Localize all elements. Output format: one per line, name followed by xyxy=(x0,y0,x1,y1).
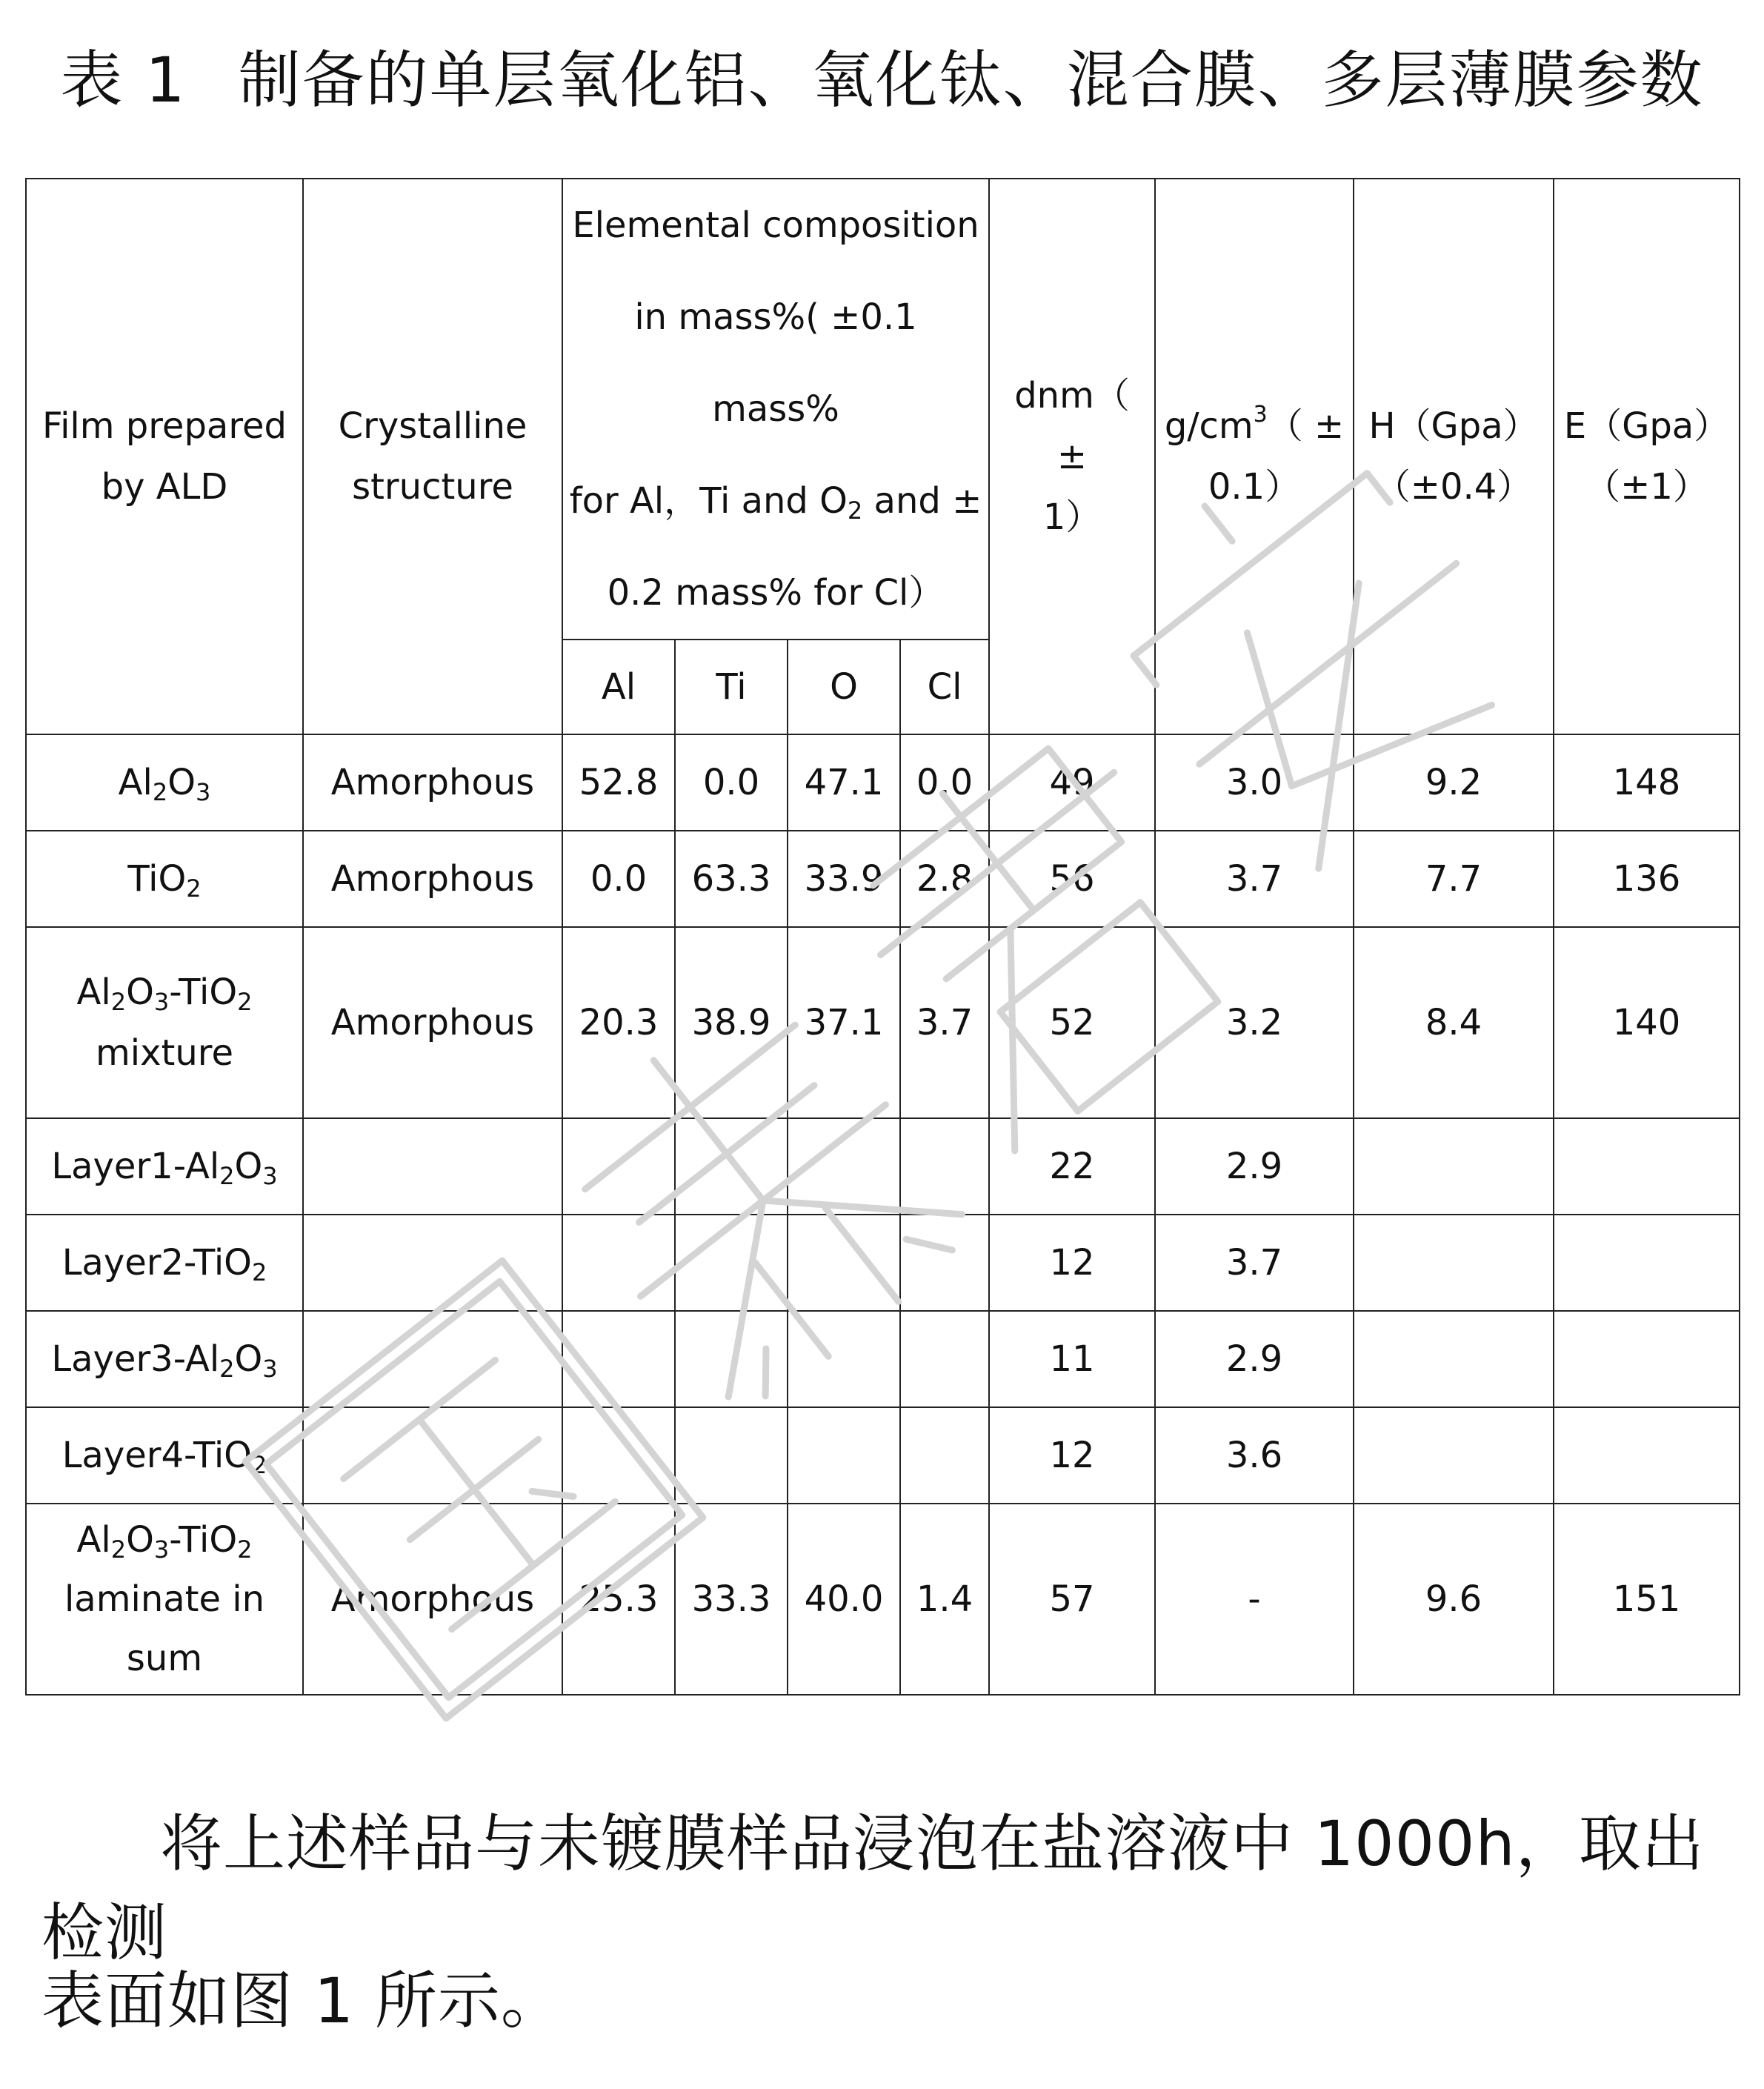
cell-density: 3.7 xyxy=(1155,831,1354,927)
cell-modulus xyxy=(1554,1407,1740,1504)
parameters-table xyxy=(25,178,1740,1696)
cell-cl xyxy=(900,1407,989,1504)
header-film: Film prepared by ALD xyxy=(26,179,303,734)
cell-cl xyxy=(900,1118,989,1215)
cell-crystalline xyxy=(303,1118,562,1215)
cell-o xyxy=(788,1118,900,1215)
cell-hardness xyxy=(1354,1118,1554,1215)
cell-ti: 0.0 xyxy=(675,734,788,831)
cell-thickness: 52 xyxy=(989,927,1155,1118)
cell-ti xyxy=(675,1311,788,1407)
cell-film: Layer2-TiO$_2$ xyxy=(26,1215,303,1311)
cell-crystalline: Amorphous xyxy=(303,734,562,831)
cell-film: $Layer1-Al_2O_3$ xyxy=(26,1118,303,1215)
cell-cl: 1.4 xyxy=(900,1504,989,1695)
cell-film: $Al_2O_3-TiO_2$ laminate in sum xyxy=(26,1504,303,1695)
cell-film: $Layer3-Al_2O_3$ xyxy=(26,1311,303,1407)
cell-modulus xyxy=(1554,1311,1740,1407)
header-element-al: Al xyxy=(562,640,675,734)
cell-thickness: 11 xyxy=(989,1311,1155,1407)
cell-modulus xyxy=(1554,1118,1740,1215)
table-title xyxy=(0,36,1764,124)
cell-hardness xyxy=(1354,1215,1554,1311)
cell-al xyxy=(562,1311,675,1407)
cell-film: $Al_2O_3-TiO_2$ mixture xyxy=(26,927,303,1118)
cell-o: 47.1 xyxy=(788,734,900,831)
table-row xyxy=(26,1504,1740,1695)
cell-o xyxy=(788,1407,900,1504)
cell-crystalline: Amorphous xyxy=(303,831,562,927)
header-hardness: H（Gpa） （±0.4） xyxy=(1354,179,1554,734)
body-paragraph-1: 将上述样品与未镀膜样品浸泡在盐溶液中 1000h，取出检测 xyxy=(41,1807,1705,1969)
cell-cl: 0.0 xyxy=(900,734,989,831)
cell-hardness xyxy=(1354,1311,1554,1407)
cell-al xyxy=(562,1215,675,1311)
cell-al: 52.8 xyxy=(562,734,675,831)
cell-thickness: 49 xyxy=(989,734,1155,831)
cell-density: 3.0 xyxy=(1155,734,1354,831)
cell-modulus: 148 xyxy=(1554,734,1740,831)
table-row xyxy=(26,1215,1740,1311)
cell-thickness: 22 xyxy=(989,1118,1155,1215)
cell-hardness: 9.6 xyxy=(1354,1504,1554,1695)
header-density: $g/cm^3$（ ± 0.1） xyxy=(1155,179,1354,734)
cell-thickness: 57 xyxy=(989,1504,1155,1695)
cell-hardness: 8.4 xyxy=(1354,927,1554,1118)
header-element-o: O xyxy=(788,640,900,734)
cell-al xyxy=(562,1118,675,1215)
table-row xyxy=(26,734,1740,831)
cell-modulus xyxy=(1554,1215,1740,1311)
cell-modulus: 151 xyxy=(1554,1504,1740,1695)
header-element-cl: Cl xyxy=(900,640,989,734)
header-composition: Elemental composition in mass%( ±0.1 mass% for Al，Ti and $O_2$ and ± 0.2 mass% for Cl） xyxy=(562,179,989,640)
cell-al: 20.3 xyxy=(562,927,675,1118)
header-element-ti: Ti xyxy=(675,640,788,734)
header-thickness: dnm（ ± 1） xyxy=(989,179,1155,734)
cell-ti: 63.3 xyxy=(675,831,788,927)
cell-crystalline xyxy=(303,1311,562,1407)
cell-thickness: 12 xyxy=(989,1215,1155,1311)
cell-ti: 38.9 xyxy=(675,927,788,1118)
body-paragraph-2: 表面如图 1 所示。 xyxy=(41,1965,564,2037)
table-caption: 制备的单层氧化铝、氧化钛、混合膜、多层薄膜参数 xyxy=(238,44,1704,116)
cell-film: TiO$_2$ xyxy=(26,831,303,927)
header-crystalline: Crystalline structure xyxy=(303,179,562,734)
cell-modulus: 136 xyxy=(1554,831,1740,927)
cell-thickness: 12 xyxy=(989,1407,1155,1504)
table-row xyxy=(26,1407,1740,1504)
cell-density: 2.9 xyxy=(1155,1118,1354,1215)
cell-cl: 3.7 xyxy=(900,927,989,1118)
table-row xyxy=(26,831,1740,927)
cell-film: $Al_2O_3$ xyxy=(26,734,303,831)
table-row xyxy=(26,1118,1740,1215)
cell-hardness: 7.7 xyxy=(1354,831,1554,927)
cell-density: 3.6 xyxy=(1155,1407,1354,1504)
cell-ti xyxy=(675,1118,788,1215)
cell-cl xyxy=(900,1311,989,1407)
cell-crystalline xyxy=(303,1407,562,1504)
cell-crystalline: Amorphous xyxy=(303,927,562,1118)
cell-al xyxy=(562,1407,675,1504)
cell-o: 40.0 xyxy=(788,1504,900,1695)
cell-o: 37.1 xyxy=(788,927,900,1118)
cell-density: - xyxy=(1155,1504,1354,1695)
cell-ti xyxy=(675,1407,788,1504)
header-modulus: E（Gpa） （±1） xyxy=(1554,179,1740,734)
cell-ti xyxy=(675,1215,788,1311)
table-row xyxy=(26,927,1740,1118)
table-row xyxy=(26,1311,1740,1407)
cell-cl: 2.8 xyxy=(900,831,989,927)
cell-o: 33.9 xyxy=(788,831,900,927)
cell-al: 0.0 xyxy=(562,831,675,927)
cell-modulus: 140 xyxy=(1554,927,1740,1118)
table-number: 表 1 xyxy=(60,44,187,116)
header-row-1 xyxy=(26,179,1740,640)
cell-ti: 33.3 xyxy=(675,1504,788,1695)
cell-thickness: 56 xyxy=(989,831,1155,927)
cell-film: Layer4-TiO$_2$ xyxy=(26,1407,303,1504)
cell-hardness xyxy=(1354,1407,1554,1504)
cell-crystalline: Amorphous xyxy=(303,1504,562,1695)
cell-crystalline xyxy=(303,1215,562,1311)
cell-cl xyxy=(900,1215,989,1311)
cell-al: 25.3 xyxy=(562,1504,675,1695)
cell-o xyxy=(788,1311,900,1407)
cell-density: 3.7 xyxy=(1155,1215,1354,1311)
cell-density: 2.9 xyxy=(1155,1311,1354,1407)
cell-o xyxy=(788,1215,900,1311)
cell-hardness: 9.2 xyxy=(1354,734,1554,831)
cell-density: 3.2 xyxy=(1155,927,1354,1118)
